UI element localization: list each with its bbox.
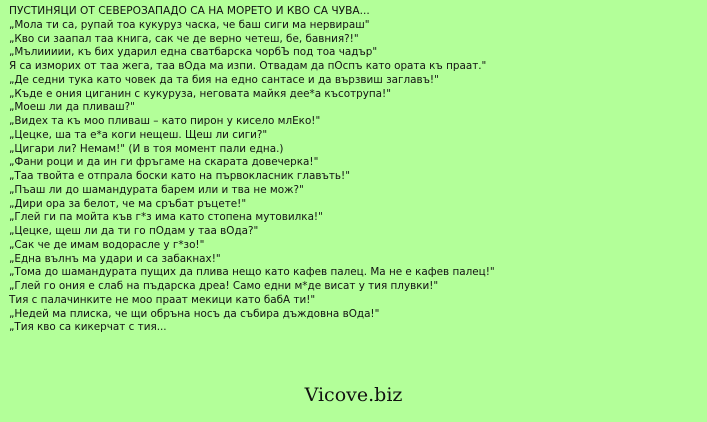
quote-line-23: „Тия кво са кикерчат с тия... — [9, 321, 167, 334]
quote-line-19: „Тома до шамандурата пущих да плива нещо като кафев палец. Ма не е кафев палец!" — [9, 266, 495, 279]
article-title: ПУСТИНЯЦИ ОТ СЕВЕРОЗАПАДО СА НА МОРЕТО И КВО СА ЧУВА... — [9, 5, 370, 17]
quote-line-22: „Недей ма плиска, че щи обръна носъ да събира дъждовна вОда!" — [9, 307, 380, 320]
quote-line-6: „Къде е ония циганин с кукуруза, неговата майкя дее*а късотрупа!" — [9, 87, 391, 100]
quote-line-15: „Глей ги па мойта къв г*з има като стопена мутовилка!" — [9, 211, 323, 224]
quote-line-17: „Сак че де имам водорасле у г*зо!" — [9, 238, 205, 251]
quote-line-18: „Една вълнъ ма удари и са забакнах!" — [9, 252, 221, 265]
quote-line-16: „Цецке, щеш ли да ти го пОдам у таа вОда?" — [9, 225, 259, 237]
quote-line-13: „Пъаш ли до шамандурата барем или и тва не мож?" — [9, 183, 304, 196]
quote-line-11: „Фани роци и да ин ги фръгаме на скарата довечерка!" — [9, 156, 319, 169]
site-watermark: Vicove.biz — [304, 384, 403, 406]
quote-line-14: „Дири ора за белот, че ма сръбат ръцете!" — [9, 197, 247, 210]
quote-line-12: „Таа твойта е отпрала боски като на първокласник главъть!" — [9, 170, 350, 182]
quote-line-1: „Мола ти са, рупай тоа кукуруз часка, че баш сиги ма нервираш" — [9, 18, 370, 31]
quote-line-20: „Глей го ония е слаб на пъдарска дреа! Само едни м*де висат у тия плувки!" — [9, 280, 439, 292]
quote-line-3: „Мълиииии, къ бих ударил една сватбарска чорбЪ под тоа чадър" — [9, 46, 378, 59]
quote-line-4: Я са измориx от таа жега, таа вОда ма изпи. Отвадам да пОспъ като ората къ праат." — [9, 60, 487, 72]
quote-list — [9, 19, 699, 335]
quote-line-9: „Цецке, ша та е*а коги нещеш. Щеш ли сиги?" — [9, 128, 268, 141]
quote-line-7: „Моеш ли да пливаш?" — [9, 101, 135, 114]
quote-line-21: Тия с палачинките не моо праат мекици като бабА ти!" — [9, 293, 316, 306]
quote-line-10: „Цигари ли? Немам!" (И в тоя момент пали една.) — [9, 142, 284, 155]
joke-text-block — [9, 5, 699, 335]
quote-line-8: „Видех та къ моо пливаш – като пирон у кисело млЕко!" — [9, 115, 321, 127]
quote-line-5: „Де седни тука като човек да та бия на едно сантасе и да вързвиш заглавъ!" — [9, 73, 439, 86]
quote-line-2: „Кво си заапал таа книга, сак че де верно четеш, бе, бавния?!" — [9, 32, 359, 45]
